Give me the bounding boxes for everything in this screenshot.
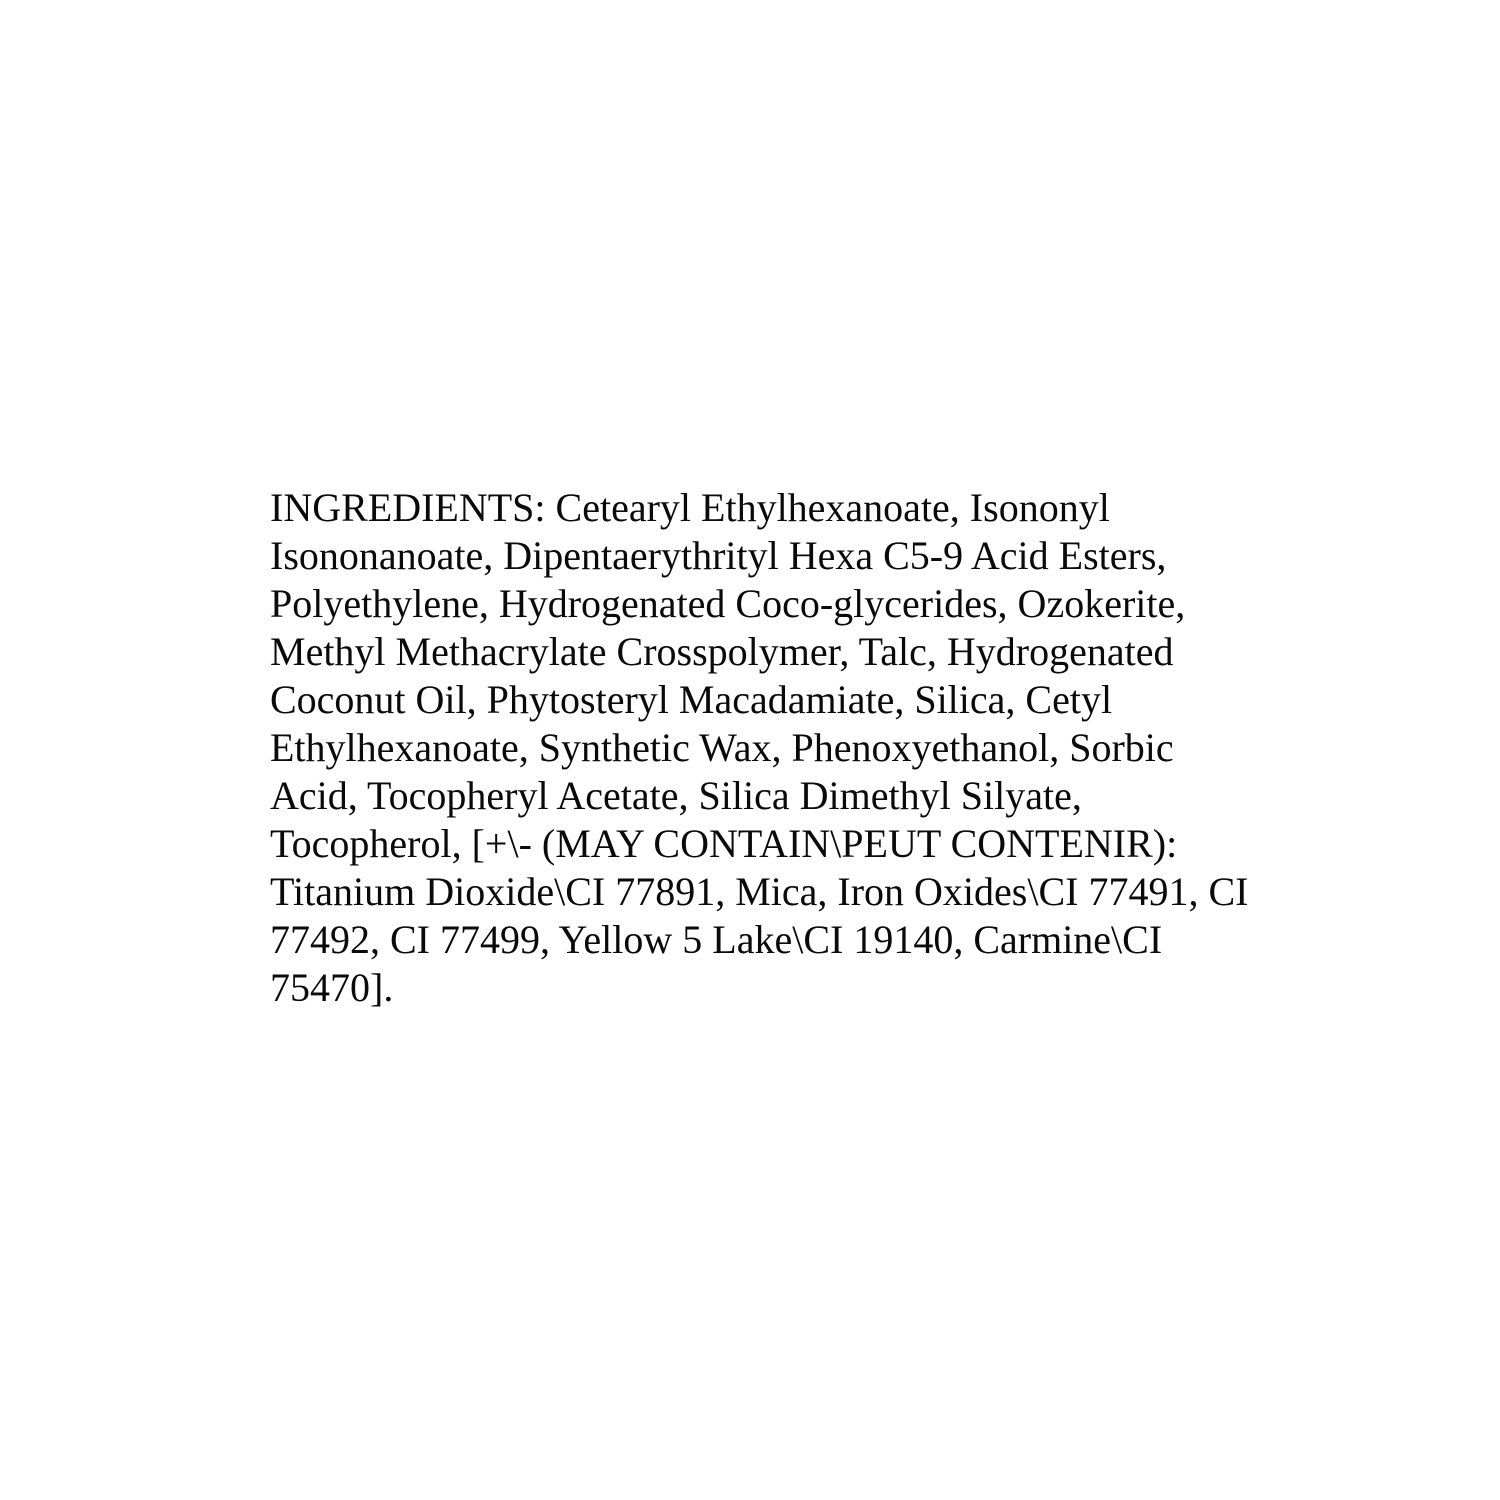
ingredients-text-line: Titanium Dioxide\CI 77891, Mica, Iron Oxides\CI 77491, CI [270,869,1249,914]
ingredients-text-line: Methyl Methacrylate Crosspolymer, Talc, Hydrogenated [270,629,1174,674]
ingredients-text-line: Isononanoate, Dipentaerythrityl Hexa C5-9 Acid Esters, [270,533,1167,578]
ingredients-text-block [270,484,1280,1012]
ingredients-text-line: 75470]. [270,965,394,1010]
ingredients-text-line: 77492, CI 77499, Yellow 5 Lake\CI 19140, Carmine\CI [270,917,1163,962]
ingredients-text-line: Polyethylene, Hydrogenated Coco-glycerides, Ozokerite, [270,581,1186,626]
ingredients-text-line: Coconut Oil, Phytosteryl Macadamiate, Silica, Cetyl [270,677,1113,722]
ingredients-text-line: INGREDIENTS: Cetearyl Ethylhexanoate, Isononyl [270,485,1110,530]
ingredients-text-line: Acid, Tocopheryl Acetate, Silica Dimethyl Silyate, [270,773,1082,818]
ingredients-text-line: Ethylhexanoate, Synthetic Wax, Phenoxyethanol, Sorbic [270,725,1174,770]
ingredients-text-line: Tocopherol, [+\- (MAY CONTAIN\PEUT CONTENIR): [270,821,1178,866]
